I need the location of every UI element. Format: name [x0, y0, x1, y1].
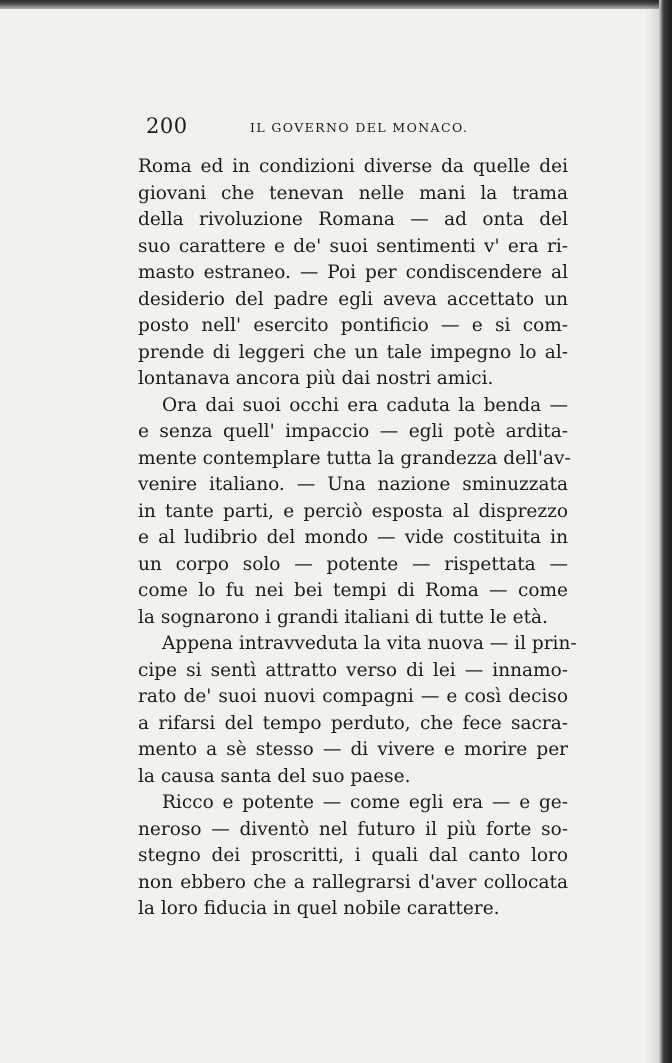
text-line: la loro fiducia in quel nobile carattere.	[138, 898, 500, 919]
page-top-edge	[0, 0, 672, 9]
text-line: desiderio del padre egli aveva accettato un	[138, 288, 568, 310]
page-number: 200	[146, 114, 188, 138]
text-line: stegno dei proscritti, i quali dal canto loro	[138, 845, 568, 866]
text-line: masto estraneo. — Poi per condiscendere al	[138, 262, 568, 283]
text-line: in tante parti, e perciò esposta al disprezzo	[138, 500, 568, 522]
text-line: cipe si sentì attratto verso di lei — innamo-	[138, 659, 568, 681]
text-line: a rifarsi del tempo perduto, che fece sacra-	[138, 712, 568, 734]
text-line: Ricco e potente — come egli era — e ge-	[162, 792, 568, 813]
page-header	[0, 114, 672, 142]
text-line: e al ludibrio del mondo — vide costituita in	[138, 527, 568, 548]
text-line: la causa santa del suo paese.	[138, 765, 411, 787]
text-line: posto nell' esercito pontificio — e si com-	[138, 315, 568, 336]
text-line: Roma ed in condizioni diverse da quelle dei	[138, 156, 568, 177]
text-line: prende di leggeri che un tale impegno lo al-	[138, 341, 568, 363]
text-line: Ora dai suoi occhi era caduta la benda —	[162, 394, 568, 416]
text-line: la sognarono i grandi italiani di tutte le età.	[138, 606, 548, 628]
page-gutter-shadow	[645, 0, 659, 1063]
text-line: un corpo solo — potente — rispettata —	[138, 553, 568, 575]
text-line: mento a sè stesso — di vivere e morire per	[138, 739, 568, 760]
text-line: come lo fu nei bei tempi di Roma — come	[138, 580, 568, 601]
text-line: giovani che tenevan nelle mani la trama	[138, 182, 568, 204]
text-line: suo carattere e de' suoi sentimenti v' era ri-	[138, 235, 568, 257]
text-line: rato de' suoi nuovi compagni — e così deciso	[138, 686, 568, 707]
running-head: IL GOVERNO DEL MONACO.	[250, 120, 469, 135]
text-line: della rivoluzione Romana — ad onta del	[138, 209, 568, 230]
text-line: Appena intravveduta la vita nuova — il prin-	[162, 633, 577, 654]
text-line: e senza quell' impaccio — egli potè ardita-	[138, 421, 568, 442]
body-text	[138, 154, 577, 923]
text-line: venire italiano. — Una nazione sminuzzata	[138, 474, 568, 495]
text-line: neroso — diventò nel futuro il più forte so-	[138, 818, 568, 840]
text-line: lontanava ancora più dai nostri amici.	[138, 368, 494, 389]
page-right-edge	[659, 0, 672, 1063]
text-line: non ebbero che a rallegrarsi d'aver collocata	[138, 871, 568, 893]
text-line: mente contemplare tutta la grandezza dell'av-	[138, 447, 571, 469]
